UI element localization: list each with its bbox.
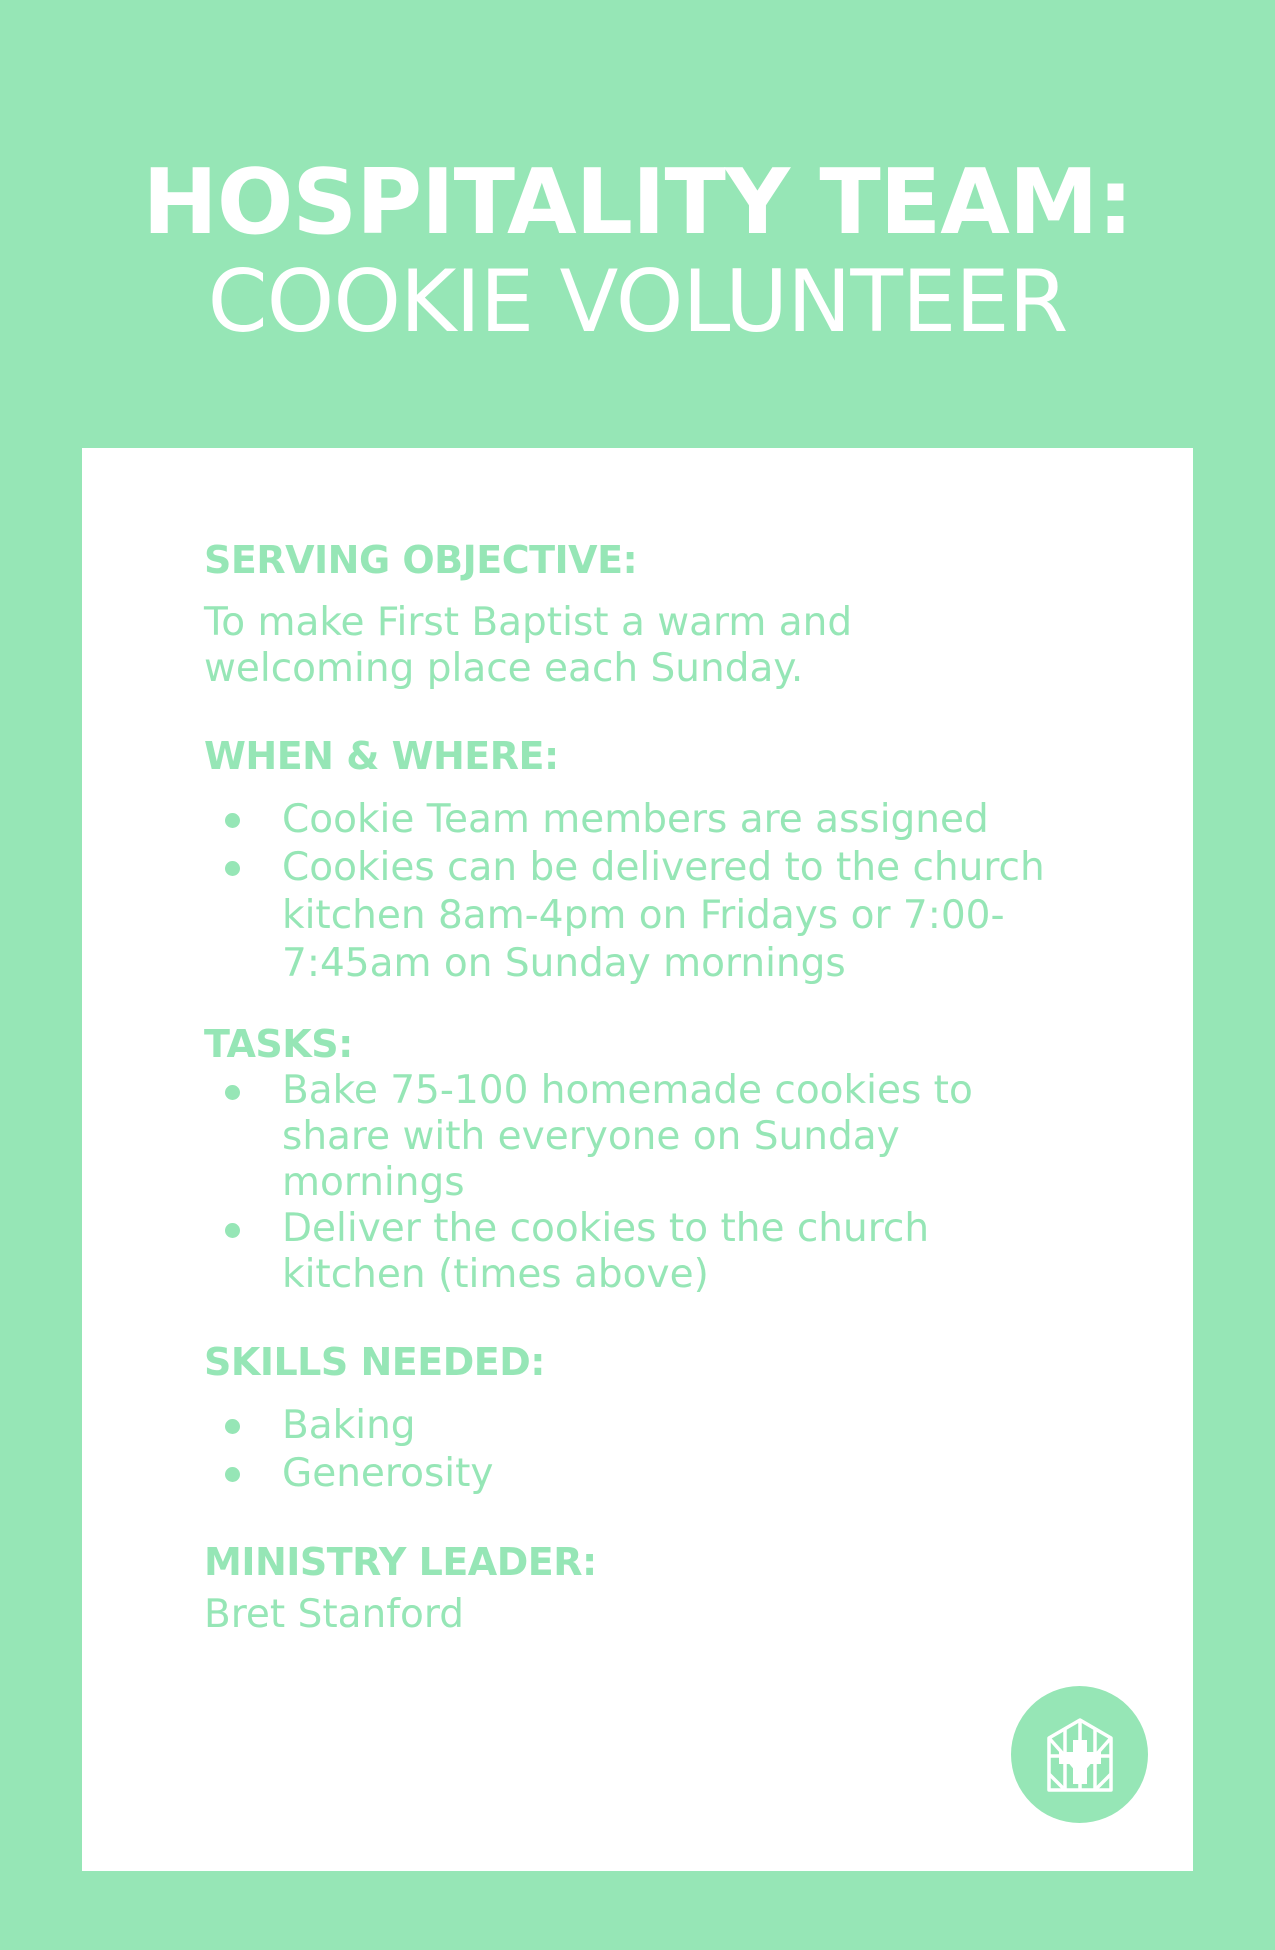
bullet-icon [225,1223,240,1238]
list-item [204,1402,1104,1450]
title-role: COOKIE VOLUNTEER [207,252,1068,352]
list-item [204,1206,1104,1298]
bullet-icon [225,1467,240,1482]
list-item-text: Cookies can be delivered to the church kitchen 8am-4pm on Fridays or 7:00-7:45am on Sunday mornings [282,845,1045,986]
bullet-icon [225,1419,240,1434]
list-item [204,796,1104,844]
page-title [0,150,1275,350]
bullet-icon [225,861,240,876]
when-where-heading: WHEN & WHERE: [204,734,559,778]
serving-objective-text-line1: To make First Baptist a warm and [204,600,853,645]
church-logo-icon [1011,1686,1148,1823]
ministry-leader-heading: MINISTRY LEADER: [204,1540,597,1584]
bullet-icon [225,1085,240,1100]
serving-objective-text-line2: welcoming place each Sunday. [204,646,804,691]
title-team: HOSPITALITY TEAM: [142,150,1133,255]
skills-list [204,1402,1104,1498]
serving-objective-heading: SERVING OBJECTIVE: [204,538,638,582]
list-item-text: Generosity [282,1451,494,1496]
info-card [82,448,1193,1871]
list-item-text: Cookie Team members are assigned [282,797,989,842]
tasks-heading: TASKS: [204,1022,353,1066]
list-item-text: Bake 75-100 homemade cookies to share with everyone on Sunday mornings [282,1068,973,1205]
card-content [204,538,1104,1638]
skills-heading: SKILLS NEEDED: [204,1340,545,1384]
bullet-icon [225,813,240,828]
list-item-text: Baking [282,1403,416,1448]
list-item [204,1450,1104,1498]
tasks-list [204,1068,1104,1298]
list-item [204,844,1104,988]
list-item [204,1068,1104,1206]
when-where-list [204,796,1104,988]
list-item-text: Deliver the cookies to the church kitchen (times above) [282,1206,930,1297]
ministry-leader-name: Bret Stanford [204,1592,464,1637]
